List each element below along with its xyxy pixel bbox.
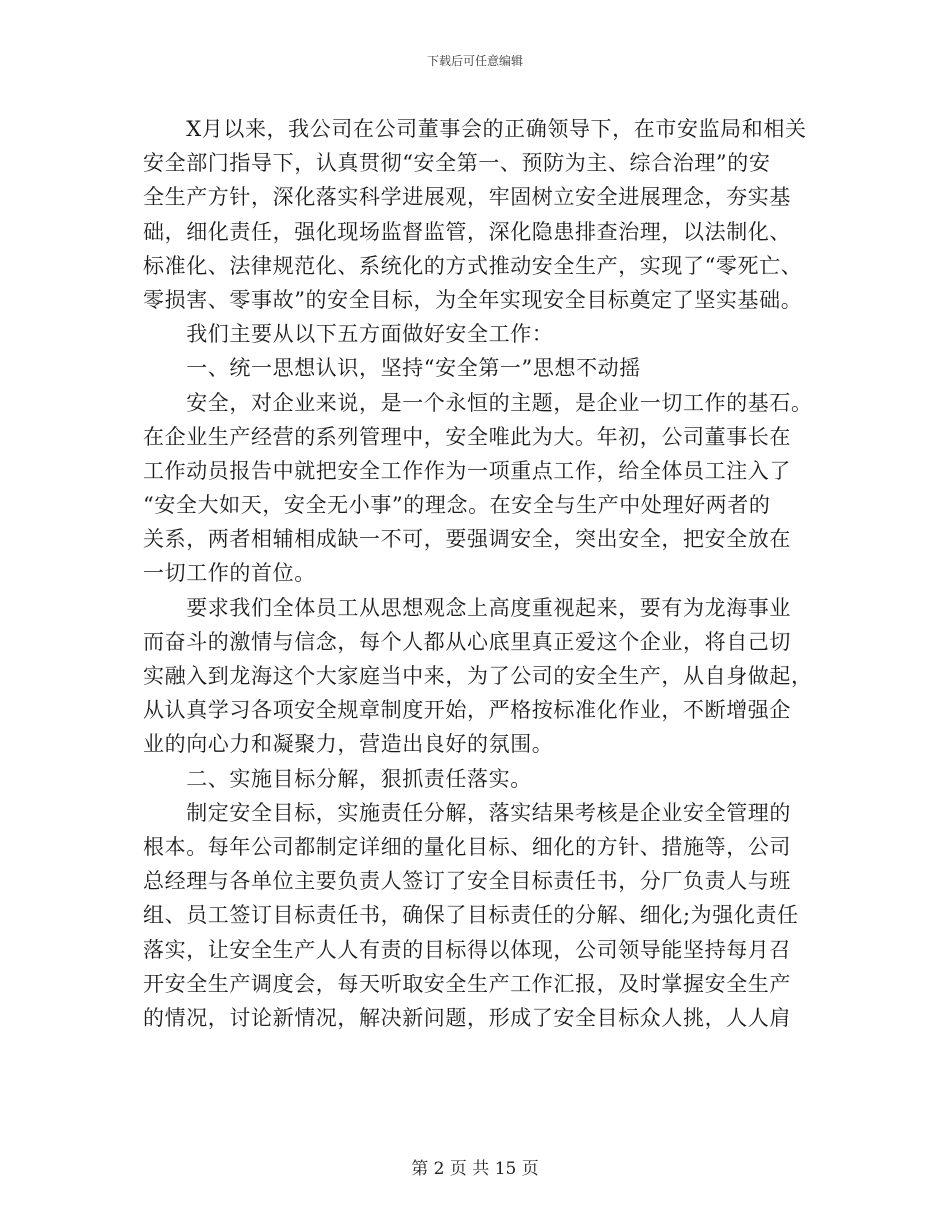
text-line: 根本。每年公司都制定详细的量化目标、细化的方针、措施等，公司 <box>143 834 791 859</box>
text-line: 实融入到龙海这个大家庭当中来，为了公司的安全生产，从自身做起， <box>143 664 813 688</box>
page-number-footer: 第 2 页 共 15 页 <box>411 1159 539 1179</box>
text-line: 安全，对企业来说，是一个永恒的主题，是企业一切工作的基石。 <box>143 390 813 415</box>
page-header: 下载后可任意编辑 <box>426 54 523 68</box>
text-line: 在企业生产经营的系列管理中，安全唯此为大。年初，公司董事长在 <box>143 424 791 449</box>
text-line: 一切工作的首位。 <box>143 561 316 586</box>
text-line: 标准化、法律规范化、系统化的方式推动安全生产，实现了“零死亡、 <box>143 253 803 278</box>
text-line: “安全大如天，安全无小事”的理念。在安全与生产中处理好两者的 <box>143 493 771 518</box>
text-line: X月以来，我公司在公司董事会的正确领导下，在市安监局和相关 <box>143 117 807 141</box>
text-line: 而奋斗的激情与信念，每个人都从心底里真正爱这个企业，将自己切 <box>143 629 791 654</box>
text-line: 我们主要从以下五方面做好安全工作： <box>143 322 554 347</box>
text-line: 要求我们全体员工从思想观念上高度重视起来，要有为龙海事业 <box>143 595 791 620</box>
text-line: 总经理与各单位主要负责人签订了安全目标责任书，分厂负责人与班 <box>143 869 791 894</box>
section-heading-2: 二、实施目标分解，狠抓责任落实。 <box>143 766 532 791</box>
text-line: 础，细化责任，强化现场监督监管，深化隐患排查治理，以法制化、 <box>143 219 791 244</box>
text-line: 组、员工签订目标责任书，确保了目标责任的分解、细化;为强化责任 <box>143 903 799 928</box>
text-line: 业的向心力和凝聚力，营造出良好的氛围。 <box>143 732 554 757</box>
text-line: 工作动员报告中就把安全工作作为一项重点工作，给全体员工注入了 <box>143 458 791 483</box>
text-line: 安全部门指导下，认真贯彻“安全第一、预防为主、综合治理”的安 <box>143 151 771 176</box>
text-line: 零损害、零事故”的安全目标，为全年实现安全目标奠定了坚实基础。 <box>143 287 803 312</box>
text-line: 关系，两者相辅相成缺一不可，要强调安全，突出安全，把安全放在 <box>143 527 791 552</box>
section-heading-1: 一、统一思想认识，坚持“安全第一”思想不动摇 <box>143 356 641 381</box>
text-line: 制定安全目标，实施责任分解，落实结果考核是企业安全管理的 <box>143 800 791 825</box>
text-line: 从认真学习各项安全规章制度开始，严格按标准化作业，不断增强企 <box>143 698 791 723</box>
text-line: 开安全生产调度会，每天听取安全生产工作汇报，及时掌握安全生产 <box>143 971 791 996</box>
text-line: 落实，让安全生产人人有责的目标得以体现，公司领导能坚持每月召 <box>143 937 791 962</box>
document-body <box>143 112 815 1035</box>
text-line: 全生产方针，深化落实科学进展观，牢固树立安全进展理念，夯实基 <box>143 185 791 210</box>
text-line: 的情况，讨论新情况，解决新问题，形成了安全目标众人挑，人人肩 <box>143 1005 791 1030</box>
